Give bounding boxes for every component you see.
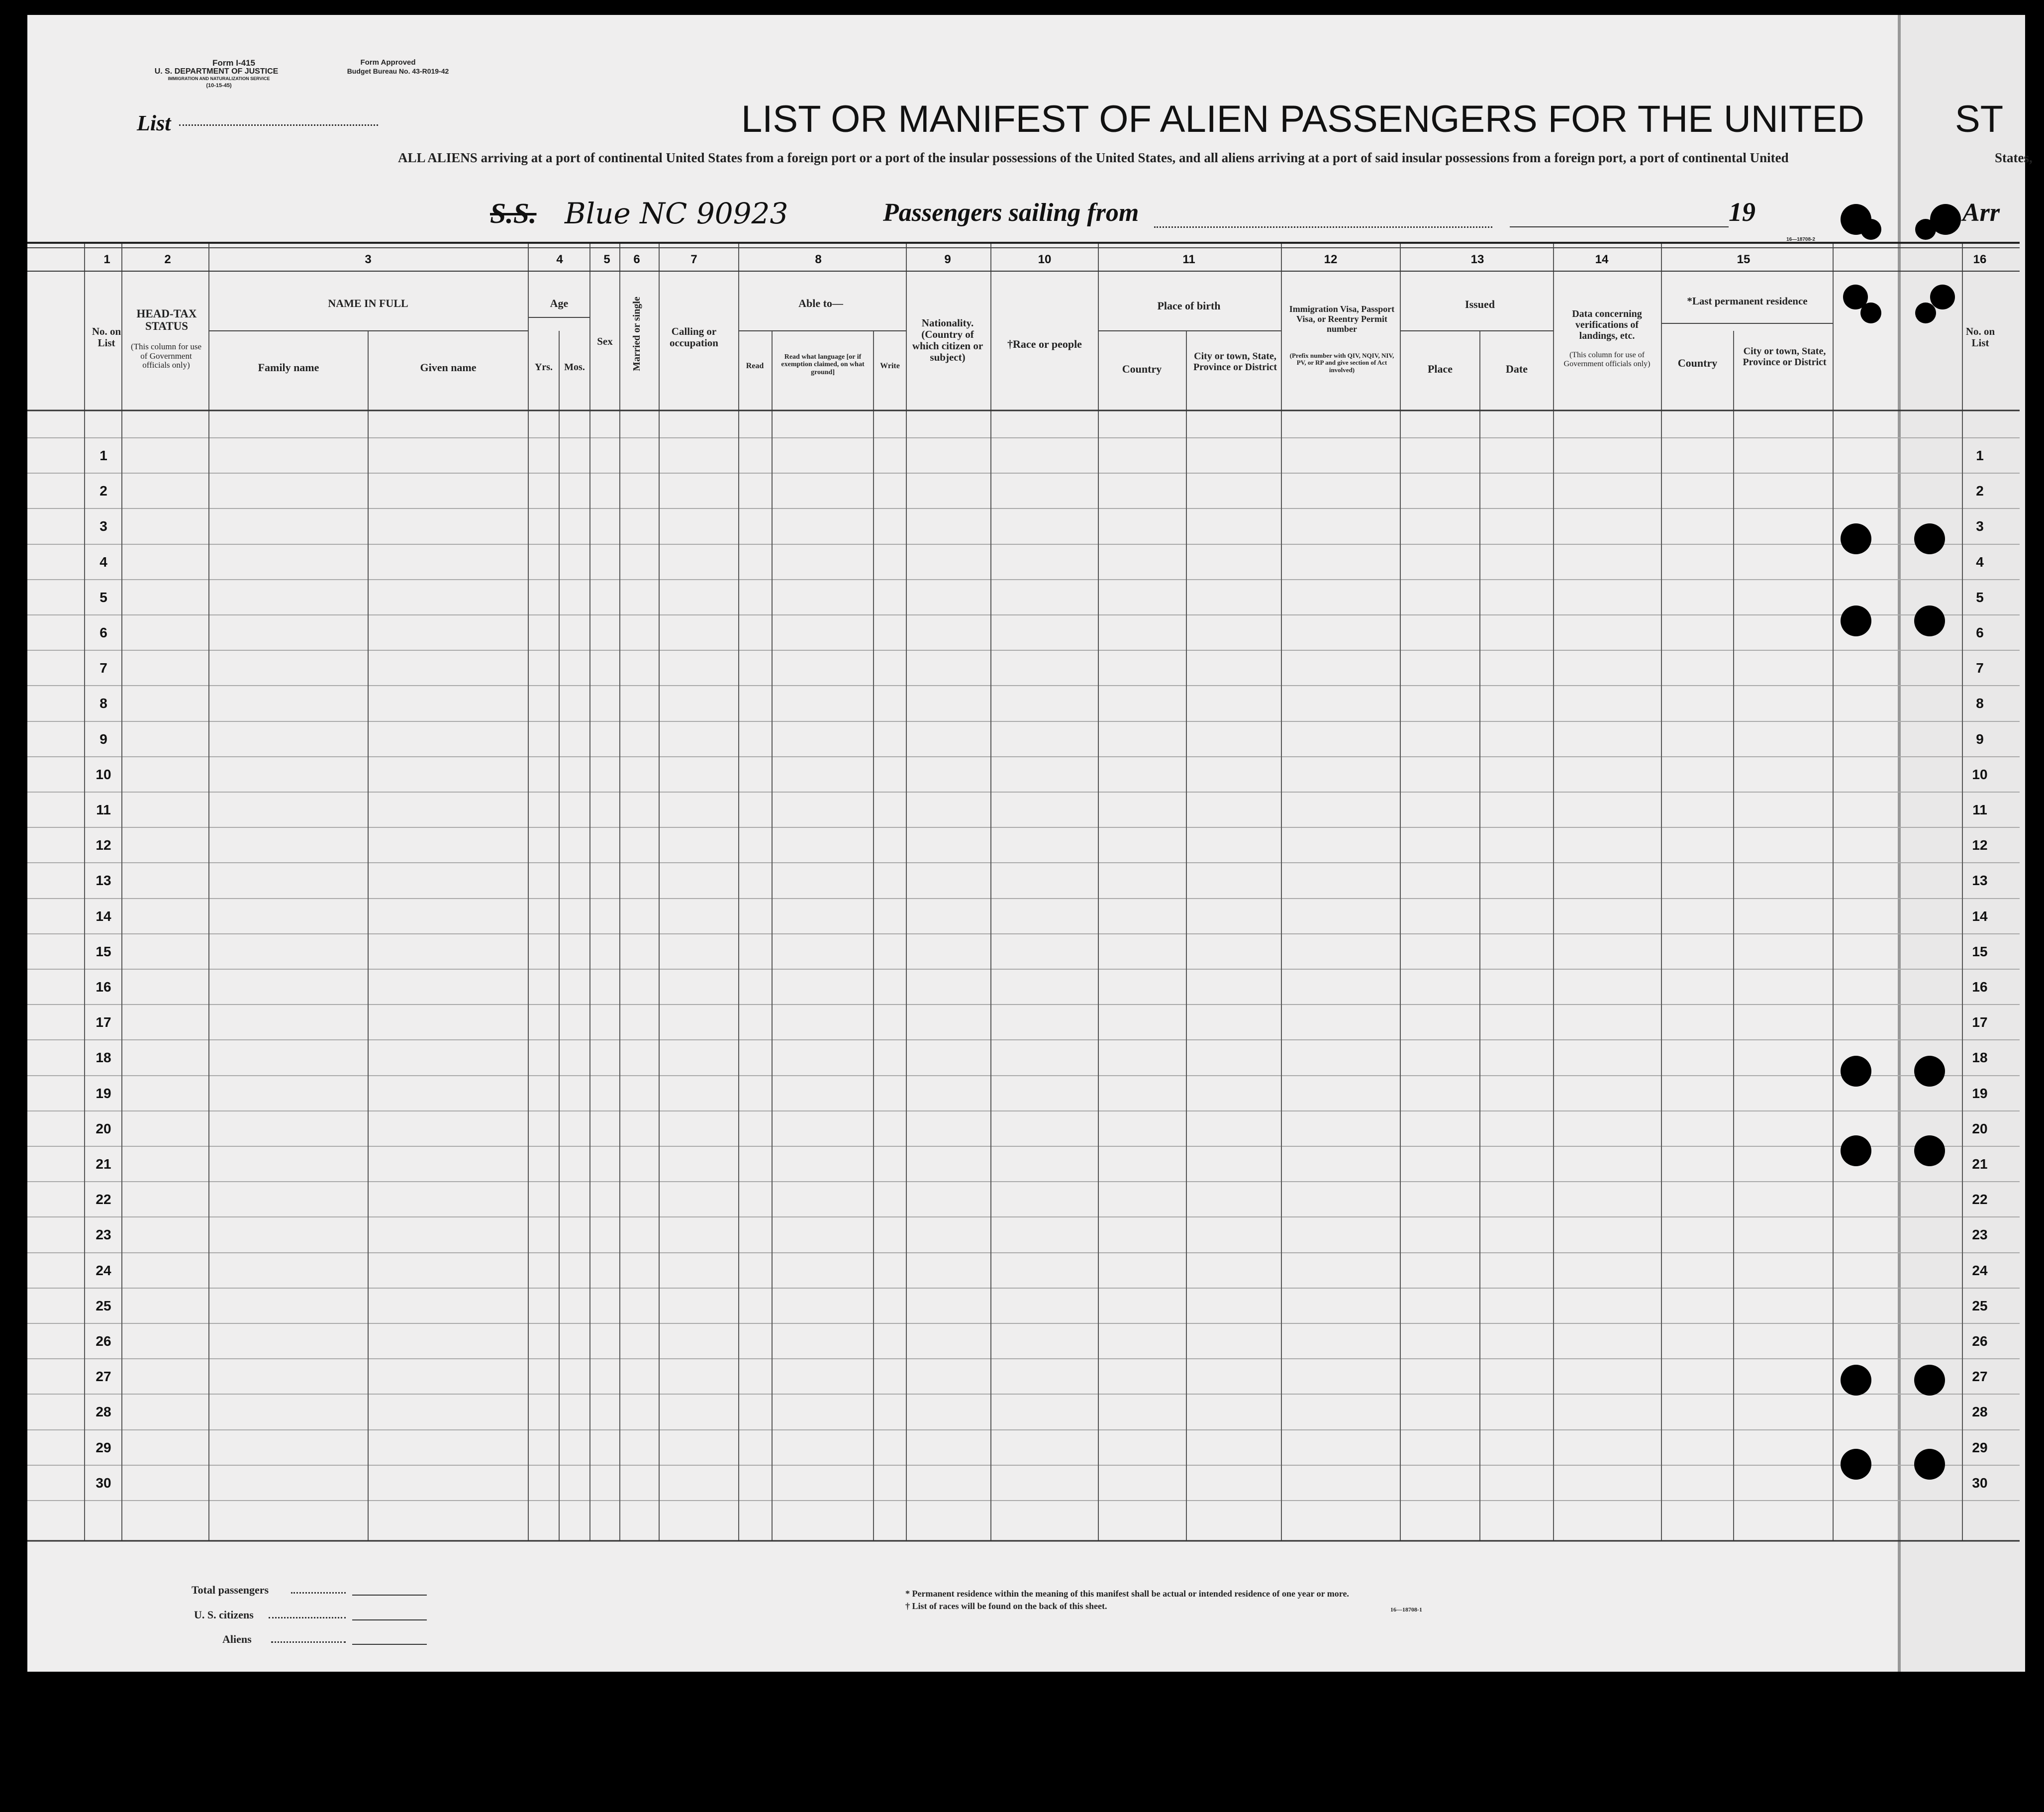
punch-hole [1860,302,1881,323]
col2-head-tax: HEAD-TAX STATUS [136,307,197,333]
row-number: 19 [96,1086,111,1101]
row-number: 10 [96,767,111,782]
col11-country: Country [1122,363,1162,375]
row-number: 22 [1972,1192,1988,1207]
us-citizens-dots [269,1617,346,1618]
col15-city: City or town, State, Province or District [1743,346,1827,368]
footnote-races: † List of races will be found on the back of this sheet. [905,1601,1107,1611]
col2-note: (This column for use of Government officials only) [130,342,202,370]
row-number: 5 [99,590,107,605]
col11-place-of-birth: Place of birth [1157,300,1221,312]
col11-city: City or town, State, Province or District [1193,351,1277,373]
row-number: 18 [1972,1050,1988,1065]
colnum-14: 14 [1595,253,1609,266]
department: U. S. DEPARTMENT OF JUSTICE [154,67,279,76]
punch-hole [1914,1135,1945,1166]
row-number: 28 [96,1404,111,1419]
row-number: 25 [96,1298,111,1313]
row-number: 19 [1972,1086,1988,1101]
colnum-4: 4 [556,253,563,266]
row-number: 10 [1972,767,1988,782]
punch-hole [1841,523,1871,554]
col8-read: Read [746,362,764,370]
row-number: 20 [96,1121,111,1136]
ss-handwritten: Blue NC 90923 [565,197,788,230]
row-number: 28 [1972,1404,1988,1419]
service: IMMIGRATION AND NATURALIZATION SERVICE [168,76,270,81]
row-number: 9 [1976,731,1984,747]
row-number: 12 [96,837,111,853]
punch-hole [1860,219,1881,240]
row-number: 26 [96,1333,111,1349]
col4-yrs: Yrs. [534,362,553,373]
col1-no-on-list: No. on List [92,325,121,349]
colnum-15: 15 [1737,253,1751,266]
col5-sex: Sex [597,335,613,347]
col14-data: Data concerning verifications of landings, etc. [1572,308,1642,341]
col16-no-on-list: No. on List [1965,325,1995,349]
row-number: 16 [1972,979,1988,995]
punch-hole [1841,1449,1871,1480]
punch-hole [1914,1449,1945,1480]
row-number: 12 [1972,837,1988,853]
manifest-title-continued: ST [1955,98,2004,140]
colnum-11: 11 [1182,253,1195,266]
row-number: 27 [96,1369,111,1384]
punch-hole [1841,605,1871,636]
col9-nationality: Nationality. (Country of which citizen or subject) [912,317,983,364]
row-number: 11 [1972,802,1987,817]
budget-number: Budget Bureau No. 43-R019-42 [347,67,449,75]
total-passengers-line [352,1595,427,1596]
row-number: 27 [1972,1369,1988,1384]
row-number: 5 [1976,590,1984,605]
col13-date: Date [1506,363,1528,375]
sailing-label: Passengers sailing from [883,199,1139,227]
row-number: 29 [1972,1440,1988,1455]
row-number: 7 [99,660,107,676]
row-number: 2 [1976,483,1984,499]
col13-place: Place [1427,363,1453,375]
row-number: 24 [1972,1263,1988,1278]
col3-family-name: Family name [258,361,319,374]
aliens-line [352,1644,427,1645]
colnum-12: 12 [1324,253,1338,266]
row-number: 1 [99,448,107,463]
row-number: 21 [96,1156,111,1172]
col10-race: †Race or people [1007,338,1082,350]
form-number: Form I-415 [212,58,255,68]
colnum-7: 7 [690,253,697,266]
col6-married-single: Married or single [631,297,642,371]
row-number: 14 [96,908,111,924]
colnum-8: 8 [815,253,822,266]
col8-read-what: Read what language [or if exemption claimed, on what ground] [781,353,865,376]
row-number: 6 [99,625,107,640]
row-number: 17 [1972,1014,1988,1030]
colnum-2: 2 [164,253,171,266]
colnum-3: 3 [365,253,372,266]
col8-write: Write [880,362,900,370]
row-number: 4 [1976,554,1984,570]
row-number: 30 [96,1475,111,1491]
row-number: 17 [96,1014,111,1030]
aliens-label: Aliens [222,1633,252,1645]
date-code: (10-15-45) [206,83,232,89]
col15-last-residence: *Last permanent residence [1687,295,1808,307]
row-number: 24 [96,1263,111,1278]
col13-issued: Issued [1465,298,1495,310]
list-label: List [137,111,171,135]
row-number: 14 [1972,908,1988,924]
form-approved: Form Approved [360,58,416,67]
row-number: 20 [1972,1121,1988,1136]
us-citizens-label: U. S. citizens [194,1609,254,1621]
row-number: 23 [96,1227,111,1242]
punch-hole [1841,1135,1871,1166]
colnum-1: 1 [103,253,110,266]
row-number: 15 [1972,944,1988,959]
col14-note: (This column for use of Government officials only) [1563,351,1651,368]
row-number: 7 [1976,660,1984,676]
manifest-subtitle: ALL ALIENS arriving at a port of continental United States from a foreign port or a port of the insular possessions of the United States, and all aliens arriving at a port of said insular possessions from a foreign port, a port of continental United [398,150,1789,165]
row-number: 6 [1976,625,1984,640]
punch-hole [1914,1365,1945,1396]
row-number: 30 [1972,1475,1988,1491]
manifest-title: LIST OR MANIFEST OF ALIEN PASSENGERS FOR THE UNITED [741,98,1864,140]
total-passengers-label: Total passengers [192,1584,269,1596]
col15-country: Country [1677,357,1718,369]
colnum-5: 5 [603,253,610,266]
row-number: 9 [99,731,107,747]
colnum-6: 6 [633,253,640,266]
col7-calling: Calling or occupation [669,325,718,349]
us-citizens-line [352,1619,427,1620]
punch-hole [1841,1365,1871,1396]
row-number: 25 [1972,1298,1988,1313]
row-number: 22 [96,1192,111,1207]
footnote-residence: * Permanent residence within the meaning of this manifest shall be actual or intended residence of one year or more. [905,1589,1349,1599]
row-number: 2 [99,483,107,499]
row-number: 8 [99,696,107,711]
row-number: 15 [96,944,111,959]
colnum-13: 13 [1470,253,1484,266]
punch-hole [1914,1056,1945,1087]
col12-visa: Immigration Visa, Passport Visa, or Reentry Permit number [1289,304,1395,334]
row-number: 21 [1972,1156,1988,1172]
colnum-10: 10 [1038,253,1052,266]
punch-hole [1841,1056,1871,1087]
col8-able-to: Able to— [798,297,843,309]
row-number: 16 [96,979,111,995]
punch-hole [1930,204,1961,235]
punch-hole [1914,605,1945,636]
colnum-9: 9 [944,253,951,266]
row-number: 29 [96,1440,111,1455]
row-number: 1 [1976,448,1984,463]
total-passengers-dots [291,1592,346,1594]
col4-mos: Mos. [564,362,585,373]
col12-note: (Prefix number with QIV, NQIV, NIV, PV, or RP and give section of Act involved) [1289,352,1394,374]
col3-given-name: Given name [420,361,477,374]
row-number: 13 [1972,873,1988,888]
sheet-code: 16—18708-2 [1786,237,1815,242]
aliens-dots [271,1641,346,1643]
col3-name-in-full: NAME IN FULL [328,297,408,309]
punch-hole [1930,285,1955,309]
punch-hole [1915,302,1936,323]
footnote-code: 16—18708-1 [1390,1606,1422,1613]
row-number: 13 [96,873,111,888]
arriving-label: Arr [1962,199,2000,227]
row-number: 3 [99,518,107,534]
row-number: 8 [1976,696,1984,711]
ss-prefix: S.S. [490,197,537,229]
year-prefix: 19 [1729,197,1755,227]
row-number: 3 [1976,518,1984,534]
colnum-16: 16 [1973,253,1987,266]
punch-hole [1914,523,1945,554]
row-number: 4 [99,554,107,570]
row-number: 11 [96,802,111,817]
col4-age: Age [550,297,569,309]
row-lines [27,438,2020,1501]
row-number: 18 [96,1050,111,1065]
row-number: 26 [1972,1333,1988,1349]
row-number: 23 [1972,1227,1988,1242]
manifest-subtitle-continued: States, [1995,150,2033,165]
